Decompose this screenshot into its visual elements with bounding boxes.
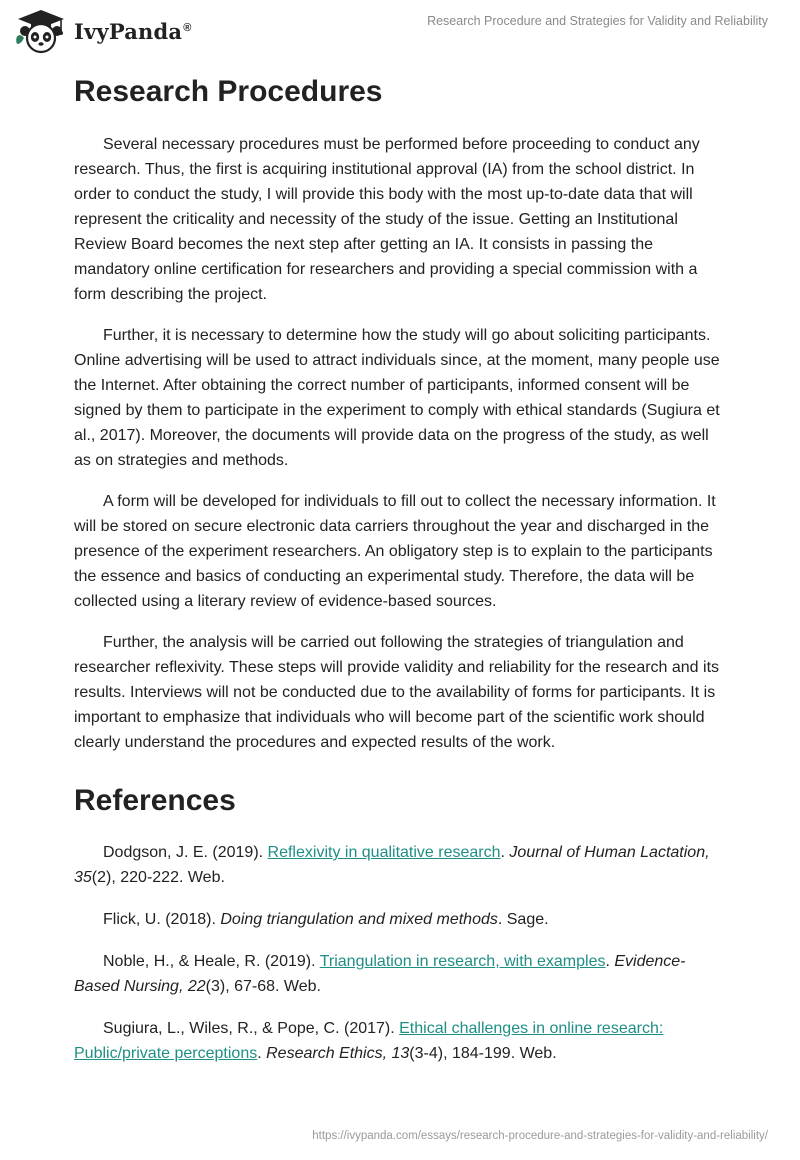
reference-item: Flick, U. (2018). Doing triangulation and mixed methods. Sage. bbox=[103, 911, 549, 928]
paragraph: Further, the analysis will be carried out following the strategies of triangulation and researcher reflexivity. These steps will provide validity and reliability for the research and its results. Interviews will not be conducted due to the availability of forms for participants. It is important to emphasize that individuals who will become part of the scientific work should clearly understand the procedures and expected results of the work. bbox=[74, 634, 720, 751]
reference-item: Noble, H., & Heale, R. (2019). Triangulation in research, with examples. Evidence-Based Nursing, 22(3), 67-68. Web. bbox=[74, 953, 686, 995]
reference-link-triangulation[interactable]: Triangulation in research, with examples bbox=[319, 953, 606, 970]
reference-link-ethical-challenges[interactable]: Ethical challenges in online research: Public/private perceptions bbox=[74, 1020, 664, 1062]
paragraph: Several necessary procedures must be performed before proceeding to conduct any research. Thus, the first is acquiring institutional approval (IA) from the school district. In order to conduct the study, I will provide this body with the most up-to-date data that will represent the criticality and necessity of the study of the issue. Getting an Institutional Review Board becomes the next step after getting an IA. It consists in passing the mandatory online certification for researchers and providing a special commission with a form describing the project. bbox=[74, 136, 700, 303]
paragraph: A form will be developed for individuals to fill out to collect the necessary information. It will be stored on secure electronic data carriers throughout the year and discharged in the presence of the experiment researchers. An obligatory step is to explain to the participants the essence and basics of conducting an experimental study. Therefore, the data will be collected using a literary review of evidence-based sources. bbox=[74, 493, 716, 610]
brand-logo[interactable] bbox=[14, 8, 192, 54]
panda-graduate-logo-icon bbox=[14, 8, 68, 54]
reference-item: Sugiura, L., Wiles, R., & Pope, C. (2017). Ethical challenges in online research: Public/private perceptions. Research Ethics, 13(3-4), 184-199. Web. bbox=[74, 1020, 664, 1062]
heading-research-procedures: Research Procedures bbox=[74, 75, 383, 108]
heading-references: References bbox=[74, 784, 236, 817]
essay-body bbox=[74, 70, 724, 1083]
reference-item: Dodgson, J. E. (2019). Reflexivity in qualitative research. Journal of Human Lactation, 35(2), 220-222. Web. bbox=[74, 844, 710, 886]
reference-link-reflexivity[interactable]: Reflexivity in qualitative research bbox=[267, 844, 501, 861]
document-title: Research Procedure and Strategies for Validity and Reliability bbox=[427, 14, 768, 28]
page-header bbox=[0, 0, 800, 70]
brand-name: IvyPanda® bbox=[74, 18, 192, 44]
paragraph: Further, it is necessary to determine how the study will go about soliciting participants. Online advertising will be used to attract individuals since, at the moment, many people use the Internet. After obtaining the correct number of participants, informed consent will be signed by them to participate in the experiment to comply with ethical standards (Sugiura et al., 2017). Moreover, the documents will provide data on the progress of the study, as well as on strategies and methods. bbox=[74, 327, 720, 469]
source-url[interactable]: https://ivypanda.com/essays/research-procedure-and-strategies-for-validity-and-reliability/ bbox=[312, 1130, 768, 1142]
